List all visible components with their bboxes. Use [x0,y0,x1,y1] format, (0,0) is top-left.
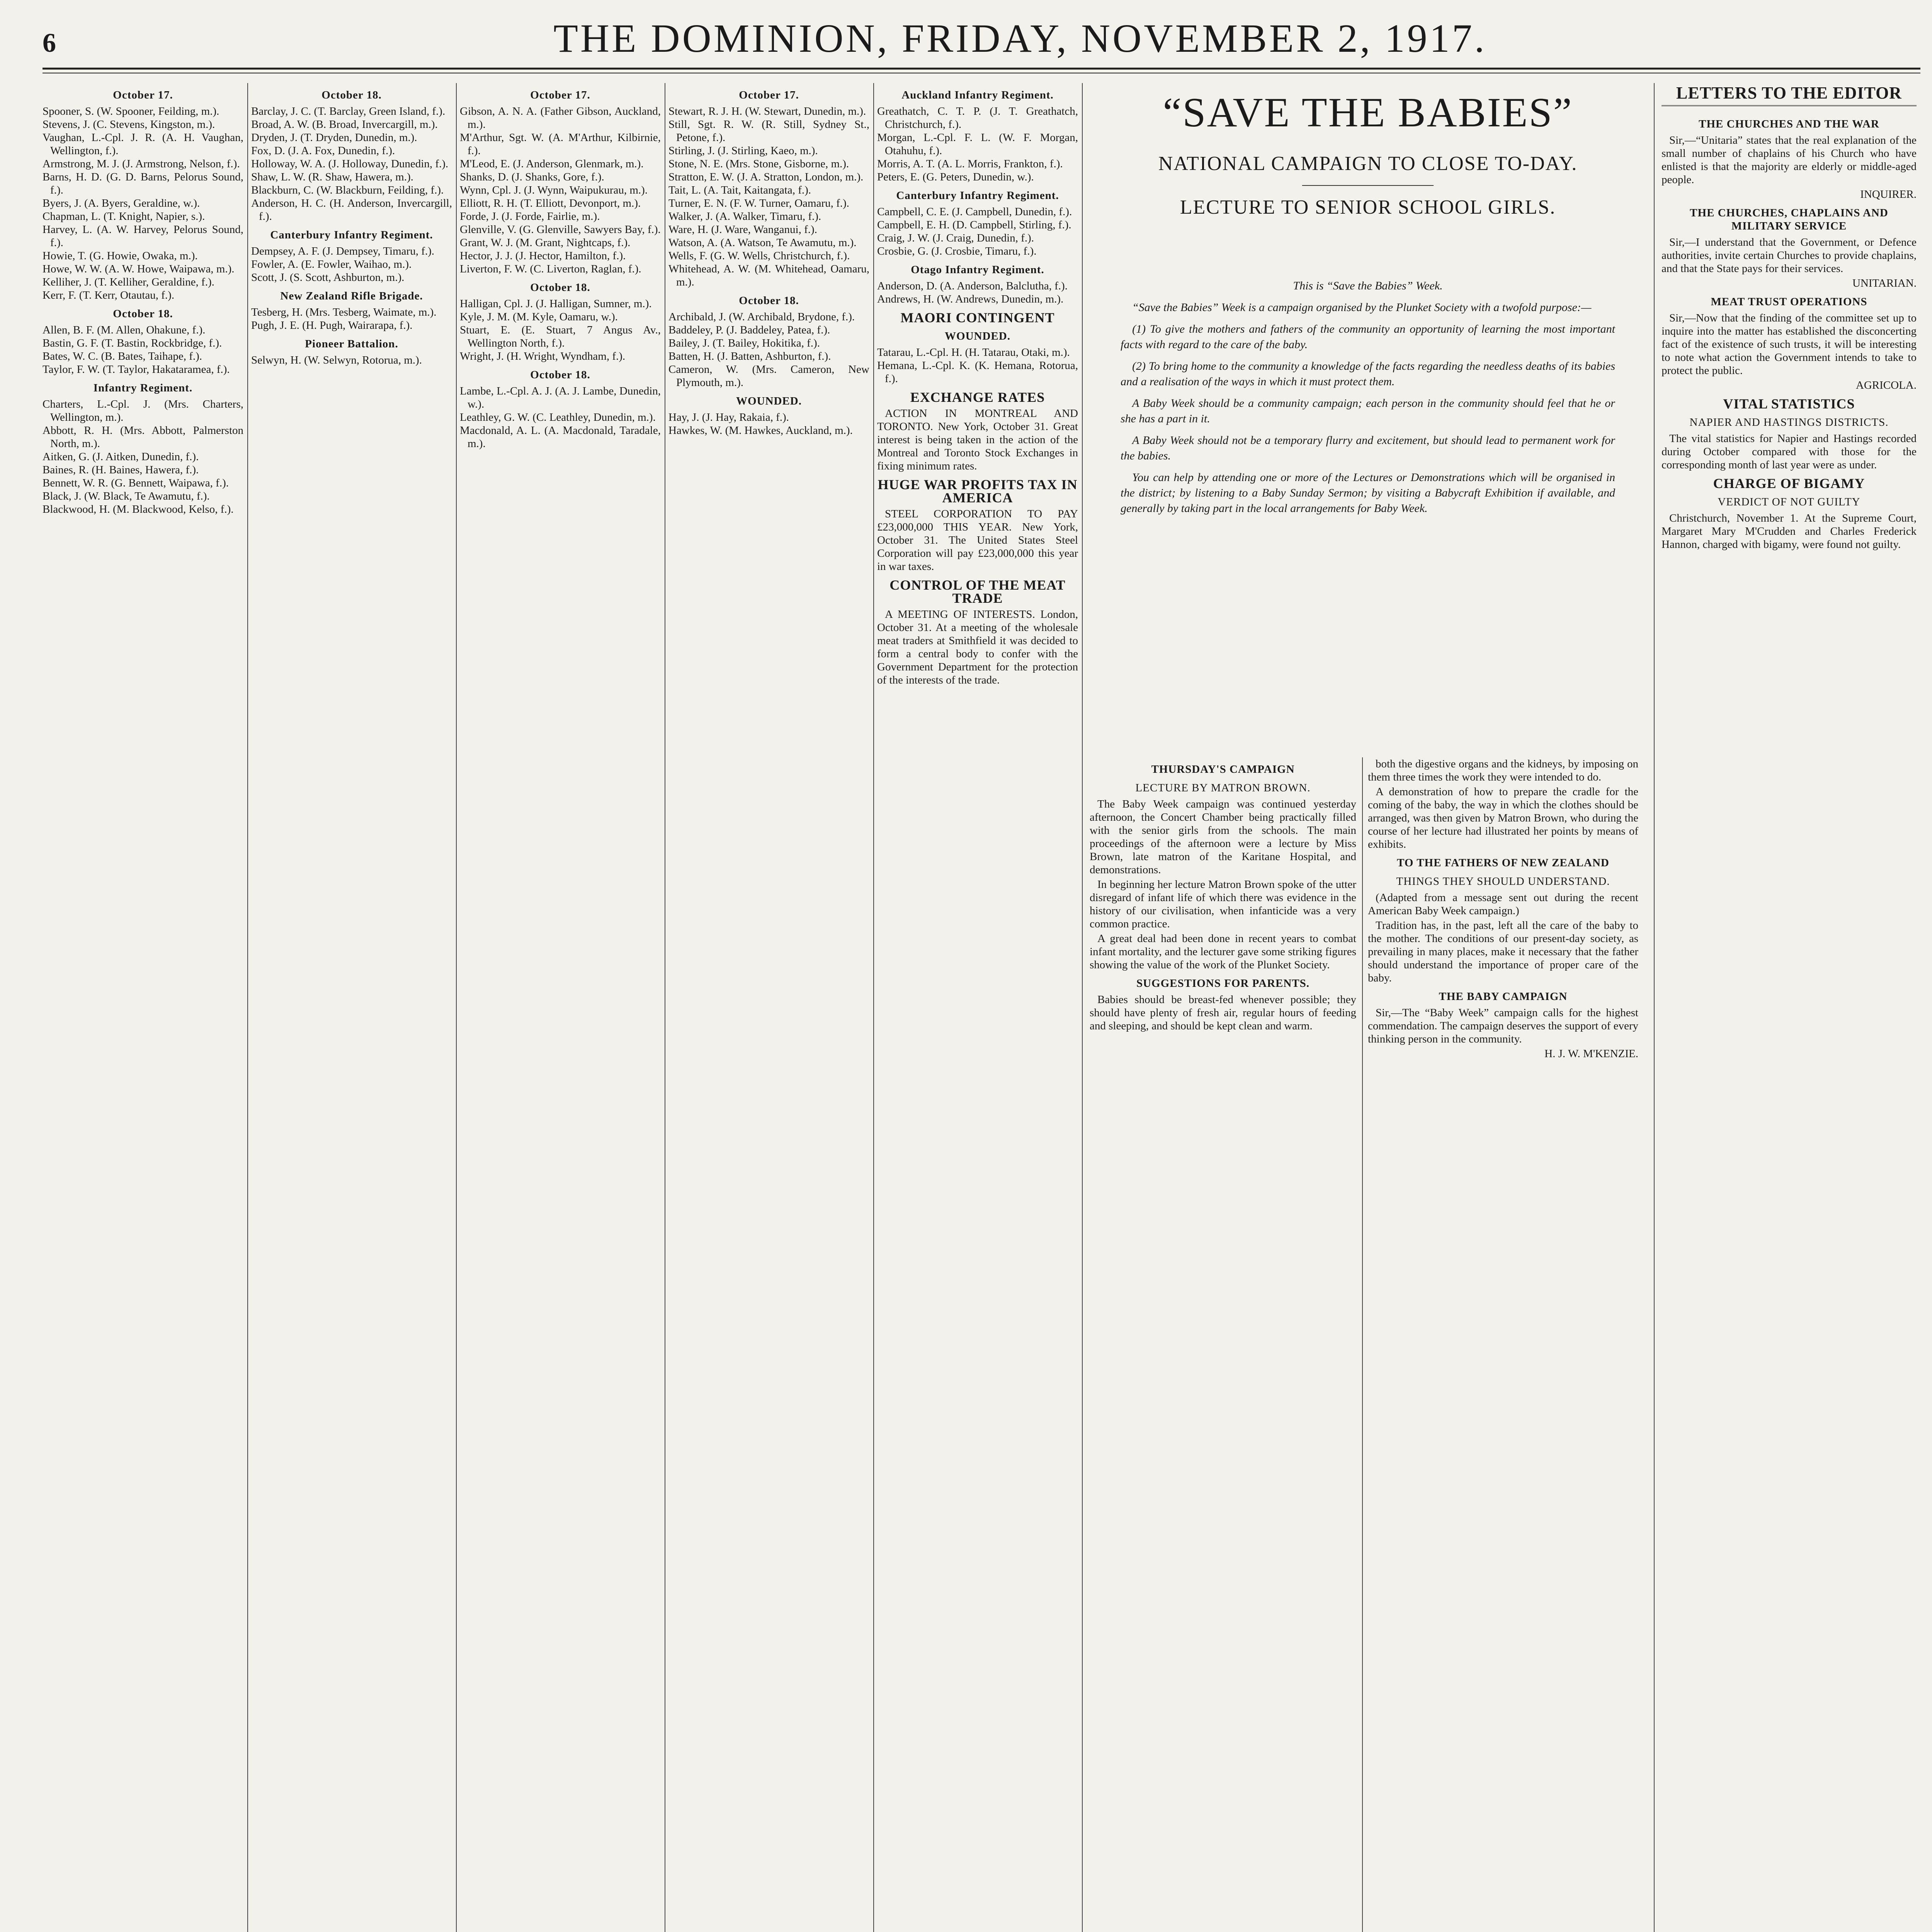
list-item: Morris, A. T. (A. L. Morris, Frankton, f.). [877,158,1063,170]
section-subheading: THINGS THEY SHOULD UNDERSTAND. [1396,875,1610,888]
feature-headline: “SAVE THE BABIES” [1163,90,1573,136]
list-item: M'Leod, E. (J. Anderson, Glenmark, m.). [460,158,644,170]
list-item: Chapman, L. (T. Knight, Napier, s.). [43,210,205,223]
column-5 [877,83,1078,1932]
article-paragraph: both the digestive organs and the kidneys, by imposing on them three times the work they were intended to do. [1368,758,1638,783]
column-8 [1368,757,1638,1932]
article-paragraph: A MEETING OF INTERESTS. London, October 31. At a meeting of the wholesale meat traders at Smithfield it was decided to form a central body to confer with the Government Department for the protection of the interests of the trade. [877,608,1078,686]
list-item: Abbott, R. H. (Mrs. Abbott, Palmerston North, m.). [43,424,243,450]
section-heading: VITAL STATISTICS [1723,396,1855,412]
column-divider [1654,83,1655,1932]
list-item: Crosbie, G. (J. Crosbie, Timaru, f.). [877,245,1037,257]
section-heading: New Zealand Rifle Brigade. [280,290,423,302]
list-item: Stuart, E. (E. Stuart, 7 Angus Av., Wellington North, f.). [460,324,661,349]
section-heading: WOUNDED. [736,395,802,407]
list-item: Wynn, Cpl. J. (J. Wynn, Waipukurau, m.). [460,184,648,196]
letter-signature: H. J. W. M'KENZIE. [1544,1048,1638,1060]
list-item: Peters, E. (G. Peters, Dunedin, w.). [877,171,1034,183]
article-paragraph: STEEL CORPORATION TO PAY £23,000,000 THIS YEAR. New York, October 31. The United States Steel Corporation will pay £23,000,000 this year in war taxes. [877,508,1078,573]
letter-paragraph: Sir,—I understand that the Government, or Defence authorities, invite certain Churches to provide chaplains, and that the State pays for their services. [1662,236,1917,275]
list-item: Fox, D. (J. A. Fox, Dunedin, f.). [251,145,395,157]
masthead [43,15,1920,66]
list-item: Batten, H. (J. Batten, Ashburton, f.). [668,350,831,362]
entries-list [43,105,243,302]
column-divider [247,83,248,1932]
letter-signoff: AGRICOLA. [1855,379,1917,391]
list-item: Macdonald, A. L. (A. Macdonald, Taradale, m.). [460,424,661,450]
list-item: Stewart, R. J. H. (W. Stewart, Dunedin, m.). [668,105,866,117]
list-item: Bailey, J. (T. Bailey, Hokitika, f.). [668,337,820,349]
article-paragraph: A great deal had been done in recent years to combat infant mortality, and the lecturer gave some striking figures showing the value of the work of the Plunket Society. [1090,932,1356,971]
list-item: Campbell, C. E. (J. Campbell, Dunedin, f.). [877,206,1072,218]
feature-paragraph: “Save the Babies” Week is a campaign organised by the Plunket Society with a twofold purpose:— [1132,301,1592,314]
list-item: Still, Sgt. R. W. (R. Still, Sydney St., Petone, f.). [668,118,869,144]
list-item: Blackburn, C. (W. Blackburn, Feilding, f.). [251,184,444,196]
letter-paragraph: Sir,—Now that the finding of the committee set up to inquire into the matter has established the disconcerting fact of the existence of such trusts, it will be interesting to note what action the Government intends to take to protect the public. [1662,312,1917,377]
list-item: Turner, E. N. (F. W. Turner, Oamaru, f.). [668,197,849,209]
list-item: Taylor, F. W. (T. Taylor, Hakataramea, f.). [43,363,230,376]
list-item: Kerr, F. (T. Kerr, Otautau, f.). [43,289,175,301]
section-heading: THE CHURCHES, CHAPLAINS AND MILITARY SERVICE [1690,207,1888,232]
list-item: Anderson, D. (A. Anderson, Balclutha, f.). [877,280,1068,292]
list-item: Wells, F. (G. W. Wells, Christchurch, f.). [668,250,850,262]
section-subheading: NAPIER AND HASTINGS DISTRICTS. [1689,416,1889,429]
list-item: Harvey, L. (A. W. Harvey, Pelorus Sound, f.). [43,223,243,249]
list-item: Selwyn, H. (W. Selwyn, Rotorua, m.). [251,354,422,366]
column-1 [43,83,243,1932]
list-item: Shanks, D. (J. Shanks, Gore, f.). [460,171,604,183]
list-item: Vaughan, L.-Cpl. J. R. (A. H. Vaughan, Wellington, f.). [43,131,243,157]
list-item: Spooner, S. (W. Spooner, Feilding, m.). [43,105,219,117]
section-heading: CHARGE OF BIGAMY [1713,476,1865,491]
section-heading: Pioneer Battalion. [305,338,398,350]
column-divider [456,83,457,1932]
list-item: Shaw, L. W. (R. Shaw, Hawera, m.). [251,171,413,183]
list-item: Liverton, F. W. (C. Liverton, Raglan, f.). [460,263,641,275]
feature-headline-block [1090,89,1646,224]
list-item: Dryden, J. (T. Dryden, Dunedin, m.). [251,131,417,144]
article-paragraph: The Baby Week campaign was continued yesterday afternoon, the Concert Chamber being practically filled with the senior girls from the schools. The main proceedings of the afternoon were a lecture by Miss Brown, late matron of the Karitane Hospital, and demonstrations. [1090,798,1356,876]
list-item: Pugh, J. E. (H. Pugh, Wairarapa, f.). [251,319,413,332]
list-item: Whitehead, A. W. (M. Whitehead, Oamaru, m.). [668,263,869,288]
column-7 [1090,757,1356,1932]
column-divider [1082,83,1083,1932]
newspaper-title: THE DOMINION, FRIDAY, NOVEMBER 2, 1917. [553,16,1487,61]
section-heading: MAORI CONTINGENT [900,310,1055,325]
letters-section-title: LETTERS TO THE EDITOR [1662,83,1917,106]
list-item: Scott, J. (S. Scott, Ashburton, m.). [251,271,405,284]
feature-paragraph: (2) To bring home to the community a knowledge of the facts regarding the needless deaths of its babies and a realisation of the ways in which it must protect them. [1121,360,1615,388]
list-item: Stevens, J. (C. Stevens, Kingston, m.). [43,118,215,131]
list-item: Craig, J. W. (J. Craig, Dunedin, f.). [877,232,1034,244]
section-heading: THE CHURCHES AND THE WAR [1699,118,1879,130]
section-heading: THE BABY CAMPAIGN [1439,990,1568,1003]
list-item: Campbell, E. H. (D. Campbell, Stirling, f.). [877,219,1071,231]
list-item: Aitken, G. (J. Aitken, Dunedin, f.). [43,451,199,463]
list-item: Dempsey, A. F. (J. Dempsey, Timaru, f.). [251,245,435,257]
column-4 [668,83,869,1932]
section-heading: October 18. [321,89,382,101]
article-paragraph: ACTION IN MONTREAL AND TORONTO. New York, October 31. Great interest is being taken in the action of the Montreal and Toronto Stock Exchanges in fixing minimum rates. [877,407,1078,472]
masthead-rule [43,68,1920,70]
article-paragraph: Sir,—The “Baby Week” campaign calls for the highest commendation. The campaign deserves the support of every thinking person in the community. [1368,1007,1638,1045]
list-item: Leathley, G. W. (C. Leathley, Dunedin, m.). [460,411,656,423]
article-paragraph: In beginning her lecture Matron Brown spoke of the utter disregard of infant life of which there was evidence in the history of our civilisation, when infanticide was a very common practice. [1090,878,1356,930]
letter-paragraph: Sir,—“Unitaria” states that the real explanation of the small number of chaplains of his Church who have enlisted is that the majority are elderly or middle-aged people. [1662,134,1917,186]
list-item: Barclay, J. C. (T. Barclay, Green Island, f.). [251,105,446,117]
list-item: Howie, T. (G. Howie, Owaka, m.). [43,250,198,262]
list-item: Tatarau, L.-Cpl. H. (H. Tatarau, Otaki, m.). [877,346,1070,359]
list-item: Walker, J. (A. Walker, Timaru, f.). [668,210,821,223]
list-item: Blackwood, H. (M. Blackwood, Kelso, f.). [43,503,234,515]
list-item: Hawkes, W. (M. Hawkes, Auckland, m.). [668,424,853,437]
feature-intro: This is “Save the Babies” Week. [1293,279,1443,292]
letter-signoff: UNITARIAN. [1852,277,1917,289]
list-item: Howe, W. W. (A. W. Howe, Waipawa, m.). [43,263,235,275]
list-item: Baines, R. (H. Baines, Hawera, f.). [43,464,199,476]
feature-paragraph: (1) To give the mothers and fathers of the community an opportunity of learning the most important facts with regard to the care of the baby. [1121,323,1615,351]
section-heading: MEAT TRUST OPERATIONS [1711,296,1867,308]
list-item: Fowler, A. (E. Fowler, Waihao, m.). [251,258,412,270]
section-subheading: VERDICT OF NOT GUILTY [1718,496,1861,508]
feature-paragraph: You can help by attending one or more of the Lectures or Demonstrations which will be organised in the district; by listening to a Baby Sunday Sermon; by visiting a Babycraft Exhibition if available, and generally by taking part in the local arrangements for Baby Week. [1121,471,1615,515]
list-item: Grant, W. J. (M. Grant, Nightcaps, f.). [460,236,631,249]
section-heading: EXCHANGE RATES [910,389,1045,405]
section-heading: October 18. [739,294,799,307]
list-item: Bennett, W. R. (G. Bennett, Waipawa, f.). [43,477,229,489]
list-item: Tesberg, H. (Mrs. Tesberg, Waimate, m.). [251,306,437,318]
article-paragraph: The vital statistics for Napier and Hastings recorded during October compared with those for the corresponding month of last year were as under. [1662,432,1917,471]
article-paragraph: Christchurch, November 1. At the Supreme Court, Margaret Mary M'Crudden and Charles Frederick Hannon, charged with bigamy, were found not guilty. [1662,512,1917,551]
feature-intro-box [1121,278,1615,734]
section-heading: October 17. [739,89,799,101]
list-item: Kyle, J. M. (M. Kyle, Oamaru, w.). [460,311,618,323]
list-item: Stirling, J. (J. Stirling, Kaeo, m.). [668,145,818,157]
letter-signoff: INQUIRER. [1860,188,1917,201]
list-item: Ware, H. (J. Ware, Wanganui, f.). [668,223,817,236]
list-item: Stratton, E. W. (J. A. Stratton, London, m.). [668,171,864,183]
list-item: Holloway, W. A. (J. Holloway, Dunedin, f.). [251,158,449,170]
column-3 [460,83,661,1932]
feature-subheading: NATIONAL CAMPAIGN TO CLOSE TO-DAY. [1158,153,1578,175]
section-heading: Infantry Regiment. [93,382,193,394]
section-heading: October 17. [530,89,590,101]
list-item: Forde, J. (J. Forde, Fairlie, m.). [460,210,600,223]
section-heading: Auckland Infantry Regiment. [901,89,1054,101]
section-heading: October 17. [113,89,173,101]
list-item: Stone, N. E. (Mrs. Stone, Gisborne, m.). [668,158,849,170]
list-item: Byers, J. (A. Byers, Geraldine, w.). [43,197,200,209]
section-heading: Otago Infantry Regiment. [911,264,1044,276]
section-heading: TO THE FATHERS OF NEW ZEALAND [1397,857,1609,869]
list-item: Elliott, R. H. (T. Elliott, Devonport, m.). [460,197,641,209]
section-subheading: LECTURE BY MATRON BROWN. [1135,782,1311,794]
column-divider [873,83,874,1932]
list-item: Baddeley, P. (J. Baddeley, Patea, f.). [668,324,830,336]
section-heading: October 18. [530,281,590,294]
section-heading: October 18. [530,369,590,381]
section-heading: HUGE WAR PROFITS TAX IN AMERICA [878,477,1078,505]
section-heading: WOUNDED. [945,330,1010,342]
list-item: Hay, J. (J. Hay, Rakaia, f.). [668,411,789,423]
list-item: Charters, L.-Cpl. J. (Mrs. Charters, Wellington, m.). [43,398,243,423]
list-item: Black, J. (W. Black, Te Awamutu, f.). [43,490,210,502]
article-paragraph: A demonstration of how to prepare the cradle for the coming of the baby, the way in which the clothes should be arranged, was then given by Matron Brown, who during the course of her lecture had illustrated her points by means of exhibits. [1368,786,1638,850]
section-heading: Canterbury Infantry Regiment. [270,229,433,241]
list-item: Bates, W. C. (B. Bates, Taihape, f.). [43,350,202,362]
list-item: Morgan, L.-Cpl. F. L. (W. F. Morgan, Otahuhu, f.). [877,131,1078,157]
feature-paragraph: A Baby Week should be a community campaign; each person in the community should feel that he or she has a part in it. [1121,397,1615,425]
list-item: M'Arthur, Sgt. W. (A. M'Arthur, Kilbirnie, f.). [460,131,661,157]
section-heading: CONTROL OF THE MEAT TRADE [889,577,1066,606]
divider-rule [1302,185,1434,186]
list-item: Anderson, H. C. (H. Anderson, Invercargill, f.). [251,197,452,223]
list-item: Archibald, J. (W. Archibald, Brydone, f.). [668,311,855,323]
list-item: Hemana, L.-Cpl. K. (K. Hemana, Rotorua, f.). [877,359,1078,385]
column-2 [251,83,452,1932]
page-number: 6 [43,28,56,58]
list-item: Tait, L. (A. Tait, Kaitangata, f.). [668,184,811,196]
list-item: Andrews, H. (W. Andrews, Dunedin, m.). [877,293,1064,305]
feature-paragraph: A Baby Week should not be a temporary flurry and excitement, but should lead to permanent work for the babies. [1121,434,1615,462]
list-item: Lambe, L.-Cpl. A. J. (A. J. Lambe, Dunedin, w.). [460,385,661,410]
list-item: Gibson, A. N. A. (Father Gibson, Auckland, m.). [460,105,661,131]
article-paragraph: Tradition has, in the past, left all the care of the baby to the mother. The conditions of our present-day society, as prevailing in many places, make it necessary that the father should understand the importance of proper care of the baby. [1368,919,1638,984]
section-heading: Canterbury Infantry Regiment. [896,189,1059,202]
list-item: Barns, H. D. (G. D. Barns, Pelorus Sound, f.). [43,171,243,196]
section-heading: THURSDAY'S CAMPAIGN [1151,763,1295,776]
list-item: Halligan, Cpl. J. (J. Halligan, Sumner, m.). [460,298,652,310]
section-heading: October 18. [113,308,173,320]
list-item: Broad, A. W. (B. Broad, Invercargill, m.). [251,118,438,131]
column-divider [1362,757,1363,1932]
list-item: Kelliher, J. (T. Kelliher, Geraldine, f.). [43,276,214,288]
list-item: Hector, J. J. (J. Hector, Hamilton, f.). [460,250,626,262]
list-item: Allen, B. F. (M. Allen, Ohakune, f.). [43,324,206,336]
list-item: Cameron, W. (Mrs. Cameron, New Plymouth, m.). [668,363,869,389]
list-item: Watson, A. (A. Watson, Te Awamutu, m.). [668,236,857,249]
article-paragraph: (Adapted from a message sent out during the recent American Baby Week campaign.) [1368,891,1638,917]
letters-column [1662,112,1917,1932]
list-item: Armstrong, M. J. (J. Armstrong, Nelson, f.). [43,158,240,170]
feature-subheading: LECTURE TO SENIOR SCHOOL GIRLS. [1180,196,1556,218]
list-item: Glenville, V. (G. Glenville, Sawyers Bay, f.). [460,223,661,236]
section-heading: SUGGESTIONS FOR PARENTS. [1136,977,1310,990]
list-item: Wright, J. (H. Wright, Wyndham, f.). [460,350,626,362]
article-paragraph: Babies should be breast-fed whenever possible; they should have plenty of fresh air, regular hours of feeding and sleeping, and should be kept clean and warm. [1090,993,1356,1032]
list-item: Bastin, G. F. (T. Bastin, Rockbridge, f.). [43,337,222,349]
list-item: Greathatch, C. T. P. (J. T. Greathatch, Christchurch, f.). [877,105,1078,131]
